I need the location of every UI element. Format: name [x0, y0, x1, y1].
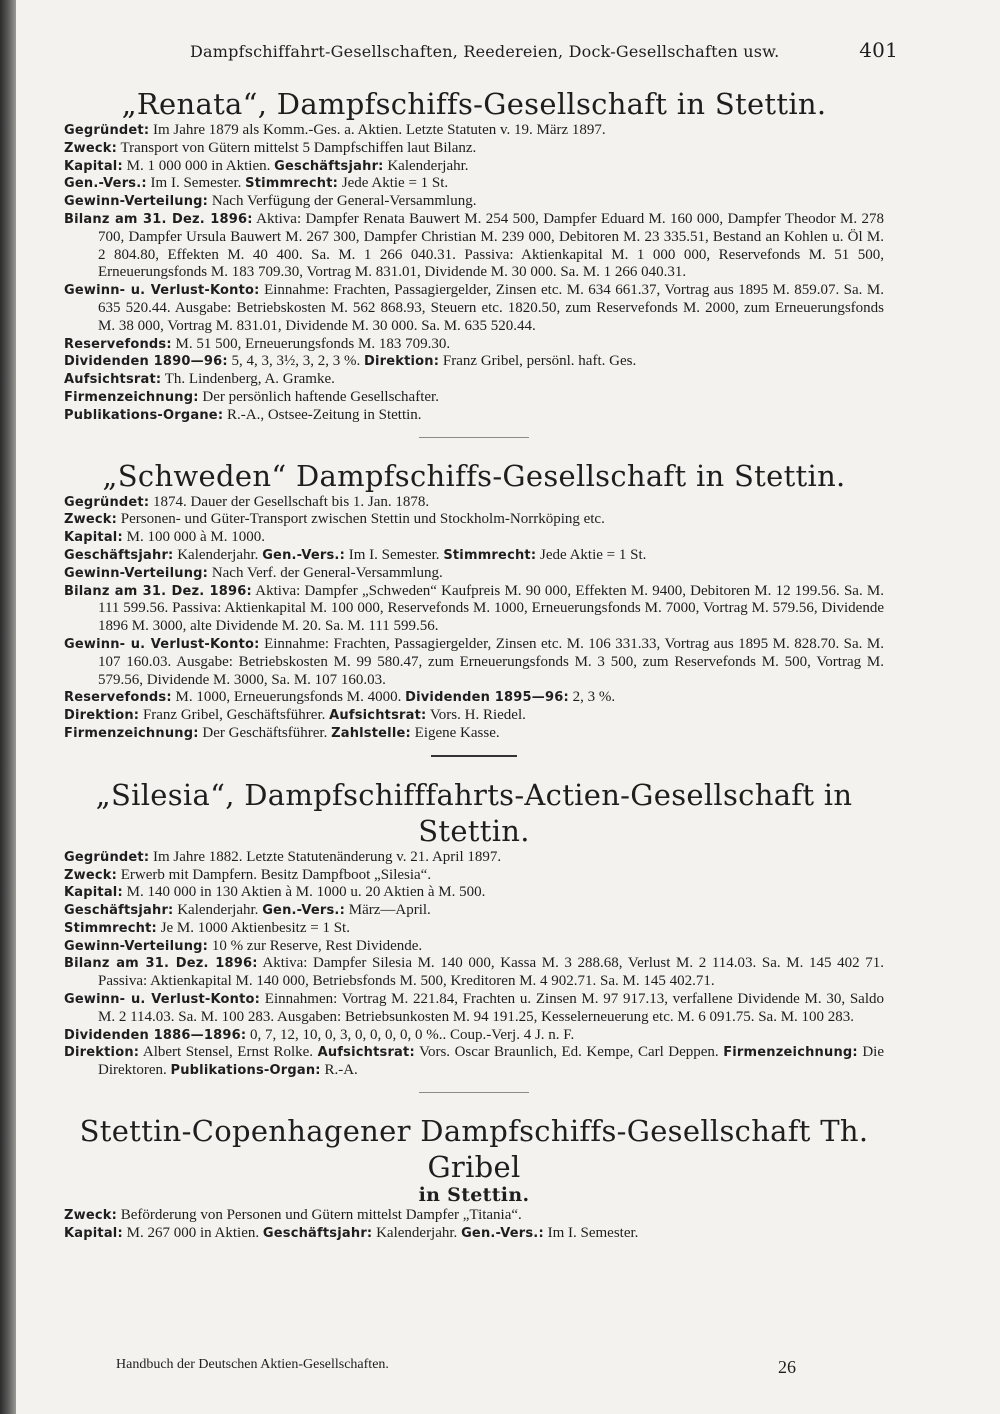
entry-label: Gegründet: — [64, 494, 150, 510]
entry-text: Im Jahre 1882. Letzte Statutenänderung v. 21. April 1897. — [153, 848, 502, 865]
entry-line — [64, 175, 884, 193]
section-divider — [419, 437, 529, 438]
entry-text: Personen- und Güter-Transport zwischen Stettin und Stockholm-Norrköping etc. — [120, 511, 605, 528]
entry-label: Zweck: — [64, 867, 118, 883]
company-entry — [64, 849, 884, 1080]
entry-label: Zweck: — [64, 1208, 118, 1224]
entry-label: Stimmrecht: — [443, 547, 537, 563]
entry-line — [64, 389, 884, 407]
entry-text: M. 100 000 à M. 1000. — [126, 529, 265, 546]
entry-text: Eigene Kasse. — [414, 724, 500, 741]
entry-label: Gewinn- u. Verlust-Konto: — [64, 283, 260, 299]
entry-label: Gen.-Vers.: — [64, 176, 147, 192]
entry-text: Aktiva: Dampfer Renata Bauwert M. 254 500, Dampfer Eduard M. 160 000, Dampfer Theodor M. 278 700, Dampfer Ursula Bauwert M. 267 300, Dampfer Christian M. 239 000, Debitoren M. 23 335.51, Bestand an Kohlen u. Öl M. 2 804.80, Effekten M. 40 400. Sa. M. 1 266 040.31. Passiva: Aktienkapital M. 1 000 000, Reservefonds M. 51 500, Erneuerungsfonds M. 183 709.30, Vortrag M. 831.01, Dividende M. 30 000. Sa. M. 1 266 040.31. — [98, 210, 884, 281]
entry-line — [64, 991, 884, 1027]
entry-label: Geschäftsjahr: — [64, 547, 174, 563]
entry-line — [64, 282, 884, 335]
entry-line — [64, 336, 884, 354]
entry-text: Vors. Oscar Braunlich, Ed. Kempe, Carl Deppen. — [419, 1044, 719, 1061]
entry-text: Im Jahre 1879 als Komm.-Ges. a. Aktien. Letzte Statuten v. 19. März 1897. — [153, 122, 606, 138]
entry-line — [64, 1207, 884, 1225]
entry-label: Kapital: — [64, 530, 123, 546]
entry-text: Im I. Semester. — [150, 175, 242, 192]
entry-label: Geschäftsjahr: — [262, 1225, 373, 1241]
entry-label: Gewinn- u. Verlust-Konto: — [64, 636, 260, 652]
company-section — [64, 86, 884, 438]
entry-label: Gen.-Vers.: — [262, 547, 345, 563]
entry-text: M. 1000, Erneuerungsfonds M. 4000. — [175, 689, 402, 706]
entry-line — [64, 140, 884, 158]
entry-label: Zweck: — [64, 512, 118, 528]
entry-line — [64, 407, 884, 425]
entry-text: Im I. Semester. — [348, 546, 440, 563]
entry-text: Aktiva: Dampfer „Schweden“ Kaufpreis M. 90 000, Effekten M. 9400, Debitoren M. 12 199.56. Sa. M. 111 599.56. Passiva: Aktienkapital M. 100 000, Reservefonds M. 1000, Erneuerungsfonds M. 7000, Vortrag M. 579.56, Dividende 1896 M. 3000, alte Dividende M. 20. Sa. M. 111 599.56. — [98, 582, 884, 635]
entry-text: Franz Gribel, Geschäftsführer. — [142, 707, 326, 724]
entry-line — [64, 565, 884, 583]
entry-line — [64, 494, 884, 512]
entry-line — [64, 884, 884, 902]
entry-text: Die Direktoren. — [98, 1044, 885, 1079]
entry-text: Nach Verf. der General-Versammlung. — [211, 564, 443, 581]
entry-text: 10 % zur Reserve, Rest Dividende. — [211, 937, 423, 954]
entry-text: 2, 3 %. — [572, 689, 616, 706]
company-entry — [64, 122, 884, 425]
entry-text: Kalenderjahr. — [177, 902, 259, 919]
entry-line — [64, 867, 884, 885]
entry-line — [64, 849, 884, 867]
entry-line — [64, 371, 884, 389]
entry-label: Gewinn-Verteilung: — [64, 194, 209, 210]
entry-text: Albert Stensel, Ernst Rolke. — [142, 1044, 314, 1061]
publication-name: Handbuch der Deutschen Aktien-Gesellschaften. — [116, 1357, 389, 1372]
entry-line — [64, 122, 884, 140]
entry-label: Dividenden 1890—96: — [64, 354, 228, 370]
entry-label: Reservefonds: — [64, 336, 172, 352]
entry-text: März—April. — [348, 902, 431, 919]
sheet-signature: 26 — [778, 1357, 796, 1377]
entry-text: Kalenderjahr. — [387, 157, 469, 174]
entry-label: Publikations-Organe: — [64, 407, 224, 423]
entry-text: Einnahme: Frachten, Passagiergelder, Zinsen etc. M. 634 661.37, Vortrag aus 1895 M. 859.07. Sa. M. 635 520.44. Ausgabe: Betriebskosten M. 562 868.93, Steuern etc. 1820.50, zum Reservefonds M. 2000, zum Erneuerungsfonds M. 38 000, Vortrag M. 831.01, Dividende M. 30 000. Sa. M. 635 520.44. — [98, 282, 884, 334]
entry-label: Stimmrecht: — [245, 176, 339, 192]
entry-label: Gewinn-Verteilung: — [64, 565, 209, 581]
entry-line — [64, 193, 884, 211]
entry-line — [64, 158, 884, 176]
entry-text: Kalenderjahr. — [376, 1224, 458, 1241]
entry-text: Der persönlich haftende Gesellschafter. — [202, 388, 439, 405]
company-section — [64, 777, 884, 1093]
entry-text: M. 267 000 in Aktien. — [126, 1224, 260, 1241]
entry-label: Kapital: — [64, 885, 123, 901]
entry-line — [64, 725, 884, 743]
book-binding-edge — [0, 0, 16, 1414]
entry-label: Aufsichtsrat: — [329, 708, 427, 724]
company-title: „Silesia“, Dampfschifffahrts-Actien-Gesellschaft in Stettin. — [95, 777, 853, 848]
entry-line — [64, 529, 884, 547]
entry-text: 1874. Dauer der Gesellschaft bis 1. Jan. 1878. — [153, 493, 430, 510]
entry-line — [64, 636, 884, 689]
entry-line — [64, 211, 884, 282]
entry-line — [64, 955, 884, 991]
entry-text: M. 140 000 in 130 Aktien à M. 1000 u. 20 Aktien à M. 500. — [126, 884, 486, 901]
entry-label: Firmenzeichnung: — [64, 725, 199, 741]
entry-label: Firmenzeichnung: — [723, 1045, 858, 1061]
entry-label: Kapital: — [64, 158, 123, 174]
running-header — [190, 38, 898, 62]
entry-label: Publikations-Organ: — [170, 1063, 321, 1079]
page-content — [64, 86, 884, 1243]
entry-label: Direktion: — [64, 708, 140, 724]
entry-line — [64, 547, 884, 565]
entry-text: Im I. Semester. — [547, 1224, 639, 1241]
entry-line — [64, 902, 884, 920]
entry-text: Je M. 1000 Aktienbesitz = 1 St. — [160, 919, 350, 936]
entry-label: Bilanz am 31. Dez. 1896: — [64, 583, 252, 599]
company-title: „Schweden“ Dampfschiffs-Gesellschaft in Stettin. — [102, 458, 846, 493]
entry-text: Transport von Gütern mittelst 5 Dampfschiffen laut Bilanz. — [120, 139, 477, 156]
entry-line — [64, 353, 884, 371]
entry-label: Firmenzeichnung: — [64, 389, 199, 405]
entry-label: Gewinn- u. Verlust-Konto: — [64, 992, 261, 1008]
entry-text: 5, 4, 3, 3½, 3, 2, 3 %. — [231, 353, 361, 370]
company-section — [64, 1113, 884, 1243]
entry-text: Jede Aktie = 1 St. — [341, 175, 449, 192]
entry-label: Aufsichtsrat: — [64, 372, 162, 388]
entry-label: Bilanz am 31. Dez. 1896: — [64, 956, 258, 972]
entry-text: Aktiva: Dampfer Silesia M. 140 000, Kassa M. 3 288.68, Verlust M. 2 114.03. Sa. M. 145 402 71. Passiva: Aktienkapital M. 140 000, Betriebsfonds M. 500, Kreditoren M. 4 902.71. Sa. M. 145 402.71. — [98, 955, 884, 990]
entry-line — [64, 689, 884, 707]
entry-line — [64, 938, 884, 956]
entry-label: Stimmrecht: — [64, 920, 157, 936]
entry-line — [64, 1225, 884, 1243]
entry-text: R.-A. — [324, 1062, 358, 1079]
company-entry — [64, 1207, 884, 1243]
entry-label: Geschäftsjahr: — [274, 158, 384, 174]
entry-line — [64, 583, 884, 636]
entry-label: Bilanz am 31. Dez. 1896: — [64, 211, 253, 227]
entry-label: Dividenden 1895—96: — [405, 690, 569, 706]
entry-text: Kalenderjahr. — [177, 546, 259, 563]
entry-text: M. 1 000 000 in Aktien. — [126, 157, 271, 174]
entry-text: Erwerb mit Dampfern. Besitz Dampfboot „Silesia“. — [120, 866, 432, 883]
entry-label: Zweck: — [64, 140, 118, 156]
running-title: Dampfschiffahrt-Gesellschaften, Reedereien, Dock-Gesellschaften usw. — [190, 42, 780, 61]
entry-text: Vors. H. Riedel. — [429, 707, 526, 724]
entry-text: Nach Verfügung der General-Versammlung. — [211, 193, 477, 210]
company-title: „Renata“, Dampfschiffs-Gesellschaft in Stettin. — [121, 87, 827, 121]
entry-text: Beförderung von Personen und Gütern mittelst Dampfer „Titania“. — [120, 1207, 522, 1224]
entry-text: Einnahme: Frachten, Passagiergelder, Zinsen etc. M. 106 331.33, Vortrag aus 1895 M. 828.70. Sa. M. 107 160.03. Ausgabe: Betriebskosten M. 99 580.47, zum Erneuerungsfonds M. 3 500, zum Reservefonds M. 500, Vortrag M. 579.56, Dividende M. 3000, Sa. M. 107 160.03. — [98, 635, 884, 688]
entry-label: Kapital: — [64, 1225, 123, 1241]
entry-text: R.-A., Ostsee-Zeitung in Stettin. — [226, 406, 422, 423]
entry-label: Gen.-Vers.: — [461, 1225, 544, 1241]
entry-label: Reservefonds: — [64, 690, 172, 706]
entry-label: Gegründet: — [64, 849, 150, 865]
page-footer — [116, 1357, 796, 1378]
entry-text: Franz Gribel, persönl. haft. Ges. — [442, 353, 637, 370]
entry-text: Jede Aktie = 1 St. — [540, 546, 647, 563]
entry-line — [64, 1027, 884, 1045]
entry-label: Direktion: — [64, 1045, 140, 1061]
entry-text: Der Geschäftsführer. — [202, 724, 328, 741]
entry-text: M. 51 500, Erneuerungsfonds M. 183 709.30. — [175, 335, 451, 352]
entry-label: Gegründet: — [64, 123, 150, 138]
page-number: 401 — [859, 38, 898, 62]
section-divider — [431, 755, 517, 757]
entry-label: Geschäftsjahr: — [64, 903, 174, 919]
company-subtitle: in Stettin. — [418, 1184, 530, 1207]
entry-label: Direktion: — [363, 354, 440, 370]
entry-line — [64, 920, 884, 938]
entry-label: Gewinn-Verteilung: — [64, 938, 209, 954]
entry-line — [64, 511, 884, 529]
entry-text: Einnahmen: Vortrag M. 221.84, Frachten u. Zinsen M. 97 917.13, verfallene Dividende M. 30, Saldo M. 2 114.03. Sa. M. 100 283. Ausgaben: Betriebsunkosten M. 94 191.25, Kesselerneuerung etc. M. 6 091.75. Sa. M. 100 283. — [98, 991, 884, 1025]
entry-label: Zahlstelle: — [331, 725, 411, 741]
entry-label: Aufsichtsrat: — [317, 1045, 415, 1061]
section-divider — [419, 1092, 529, 1093]
entry-line — [64, 1044, 884, 1080]
entry-text: Th. Lindenberg, A. Gramke. — [164, 371, 335, 388]
company-section — [64, 458, 884, 757]
entry-line — [64, 707, 884, 725]
company-title: Stettin-Copenhagener Dampfschiffs-Gesellschaft Th. Gribel — [79, 1114, 869, 1185]
entry-label: Dividenden 1886—1896: — [64, 1027, 247, 1043]
entry-label: Gen.-Vers.: — [262, 903, 345, 919]
entry-text: 0, 7, 12, 10, 0, 3, 0, 0, 0, 0, 0 %.. Coup.-Verj. 4 J. n. F. — [249, 1026, 575, 1043]
company-entry — [64, 494, 884, 743]
